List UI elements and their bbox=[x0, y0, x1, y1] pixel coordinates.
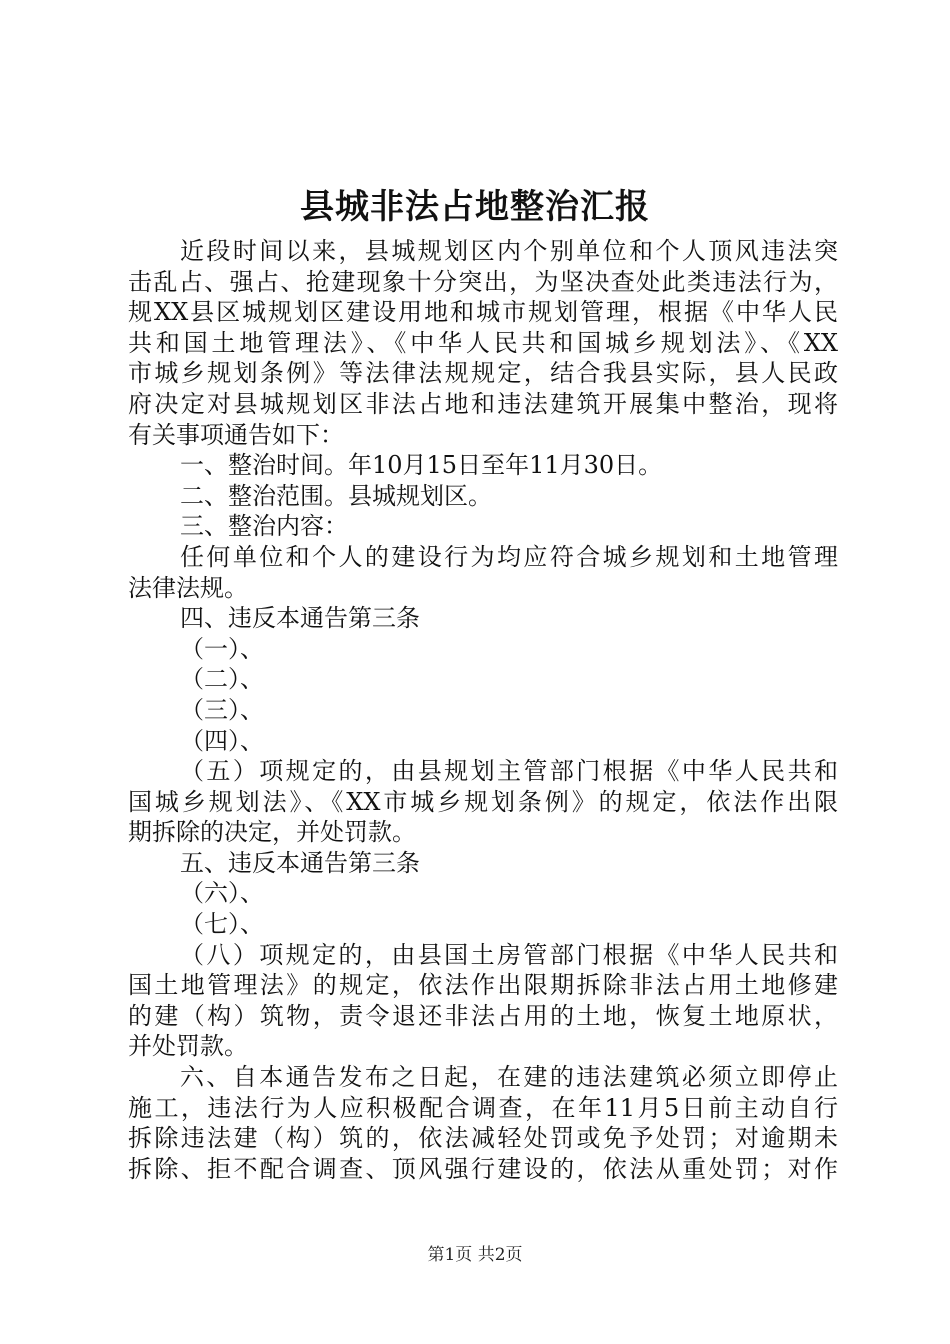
paragraph-line: 四、违反本通告第三条 bbox=[180, 604, 420, 633]
paragraph-line: 拆除违法建（构）筑的，依法减轻处罚或免予处罚；对逾期未 bbox=[128, 1124, 838, 1153]
paragraph-line: 拆除、拒不配合调查、顶风强行建设的，依法从重处罚；对作 bbox=[128, 1154, 838, 1183]
paragraph-line: （五）项规定的，由县规划主管部门根据《中华人民共和 bbox=[180, 757, 838, 786]
paragraph-line: 国土地管理法》的规定，依法作出限期拆除非法占用土地修建 bbox=[128, 971, 838, 1000]
paragraph-line: （七）、 bbox=[180, 910, 264, 939]
paragraph-line: 一、整治时间。年10月15日至年11月30日。 bbox=[180, 451, 663, 480]
paragraph-line: （三）、 bbox=[180, 695, 264, 724]
paragraph-line: 规XX县区城规划区建设用地和城市规划管理，根据《中华人民 bbox=[128, 298, 838, 327]
paragraph-line: （六）、 bbox=[180, 879, 264, 908]
document-body bbox=[128, 236, 838, 1184]
paragraph-line: 市城乡规划条例》等法律法规规定，结合我县实际，县人民政 bbox=[128, 359, 838, 388]
page-number-footer: 第1页 共2页 bbox=[427, 1245, 523, 1265]
paragraph-line: 国城乡规划法》、《XX市城乡规划条例》的规定，依法作出限 bbox=[128, 787, 838, 816]
paragraph-line: 的建（构）筑物，责令退还非法占用的土地，恢复土地原状， bbox=[128, 1001, 838, 1030]
paragraph-line: 五、违反本通告第三条 bbox=[180, 848, 420, 877]
paragraph-line: 法律法规。 bbox=[128, 573, 248, 602]
paragraph-line: （一）、 bbox=[180, 634, 264, 663]
paragraph-line: 三、整治内容： bbox=[180, 512, 348, 541]
paragraph-line: 施工，违法行为人应积极配合调查，在年11月5日前主动自行 bbox=[128, 1093, 838, 1122]
paragraph-line: 并处罚款。 bbox=[128, 1032, 248, 1061]
paragraph-line: 击乱占、强占、抢建现象十分突出，为坚决查处此类违法行为， bbox=[128, 267, 838, 296]
paragraph-line: 共和国土地管理法》、《中华人民共和国城乡规划法》、《XX bbox=[128, 328, 838, 357]
paragraph-line: 六、自本通告发布之日起，在建的违法建筑必须立即停止 bbox=[180, 1063, 838, 1092]
paragraph-line: 府决定对县城规划区非法占地和违法建筑开展集中整治，现将 bbox=[128, 389, 838, 418]
paragraph-line: 近段时间以来，县城规划区内个别单位和个人顶风违法突 bbox=[180, 237, 838, 265]
paragraph-line: 二、整治范围。县城规划区。 bbox=[180, 481, 492, 510]
paragraph-line: 任何单位和个人的建设行为均应符合城乡规划和土地管理 bbox=[180, 542, 838, 571]
paragraph-line: （二）、 bbox=[180, 665, 264, 694]
paragraph-line: （八）项规定的，由县国土房管部门根据《中华人民共和 bbox=[180, 940, 838, 969]
document-title: 县城非法占地整治汇报 bbox=[300, 187, 650, 227]
paragraph-line: 期拆除的决定，并处罚款。 bbox=[128, 818, 416, 847]
paragraph-line: 有关事项通告如下： bbox=[128, 420, 344, 449]
paragraph-line: （四）、 bbox=[180, 726, 264, 755]
